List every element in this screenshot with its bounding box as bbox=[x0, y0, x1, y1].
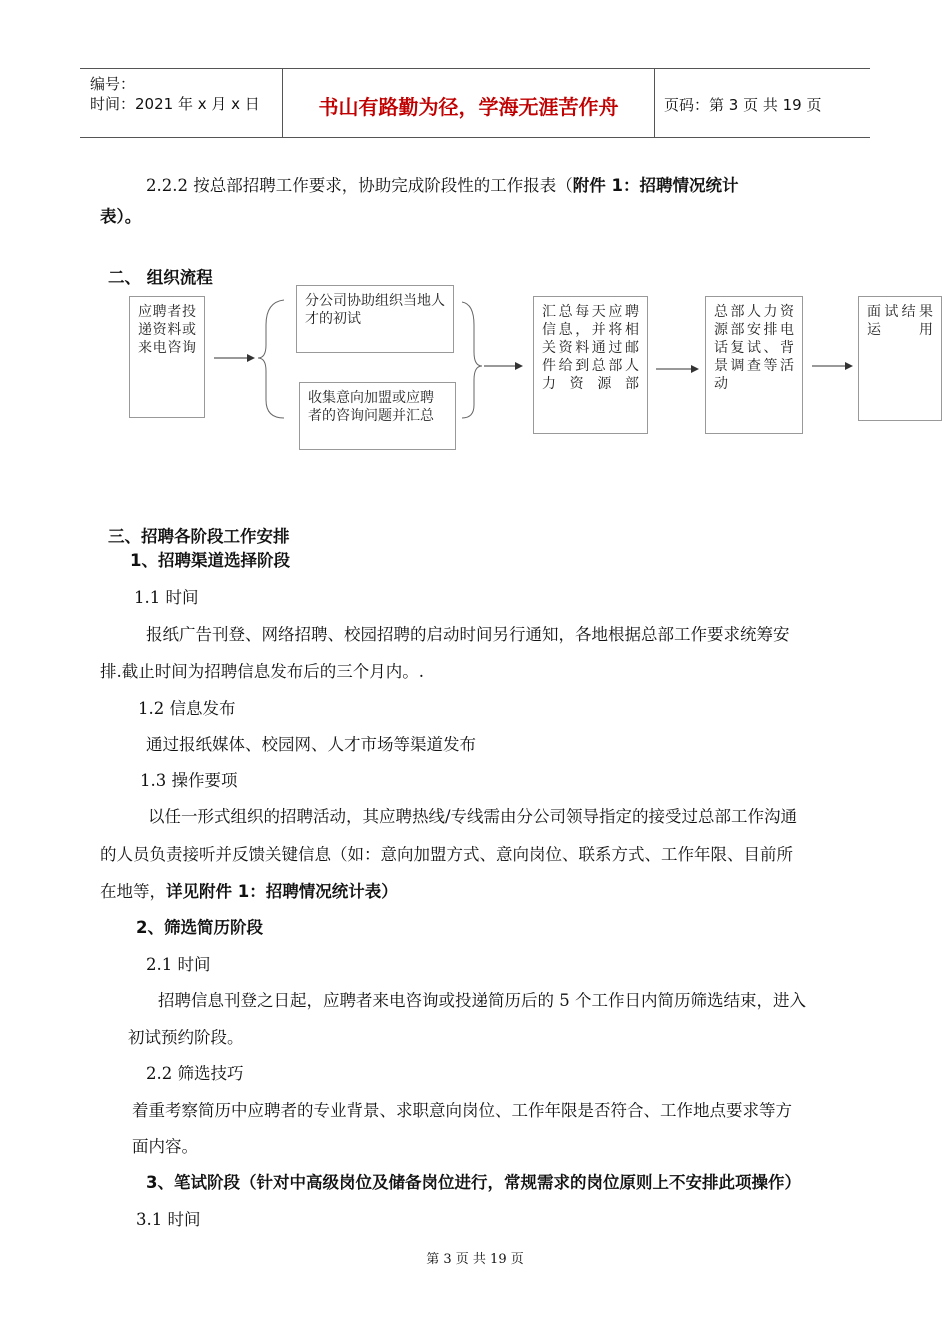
page-indicator: 页码：第 3 页 共 19 页 bbox=[664, 96, 822, 114]
paragraph-13-line2: 的人员负责接听并反馈关键信息（如：意向加盟方式、意向岗位、联系方式、工作年限、目前所 bbox=[100, 845, 793, 864]
flow-box-hq-review: 总部人力资源部安排电话复试、背景调查等活动 bbox=[705, 296, 803, 434]
paragraph-22-line2: 面内容。 bbox=[132, 1137, 198, 1156]
paragraph-222-bold: 附件 1：招聘情况统计 bbox=[572, 176, 739, 195]
paragraph-21-line2: 初试预约阶段。 bbox=[128, 1028, 244, 1047]
paragraph-12: 通过报纸媒体、校园网、人才市场等渠道发布 bbox=[146, 735, 476, 754]
section-heading-flow: 二、 组织流程 bbox=[108, 268, 213, 287]
paragraph-22-line1: 着重考察简历中应聘者的专业背景、求职意向岗位、工作年限是否符合、工作地点要求等方 bbox=[132, 1101, 792, 1120]
stage-1-heading: 1、招聘渠道选择阶段 bbox=[130, 551, 290, 570]
stage-3-heading: 3、笔试阶段（针对中高级岗位及储备岗位进行，常规需求的岗位原则上不安排此项操作） bbox=[146, 1173, 801, 1192]
doc-date-label: 时间：2021 年 x 月 x 日 bbox=[90, 95, 260, 113]
flow-box-summary: 汇总每天应聘信息，并将相关资料通过邮件给到总部人力资源部 bbox=[533, 296, 648, 434]
flow-brace-left bbox=[258, 300, 284, 418]
paragraph-13-line3-bold: 详见附件 1：招聘情况统计表） bbox=[166, 882, 398, 901]
flow-box-apply: 应聘者投递资料或来电咨询 bbox=[129, 296, 205, 418]
doc-number-label: 编号： bbox=[90, 75, 136, 93]
flow-connectors bbox=[0, 0, 950, 480]
paragraph-13-line3-text: 在地等， bbox=[100, 882, 166, 901]
flow-box-initial-interview: 分公司协助组织当地人才的初试 bbox=[296, 285, 454, 353]
flow-box-result: 面试结果运用 bbox=[858, 296, 942, 421]
paragraph-11-line2: 排.截止时间为招聘信息发布后的三个月内。. bbox=[100, 662, 424, 681]
flow-box-collect-questions: 收集意向加盟或应聘者的咨询问题并汇总 bbox=[299, 382, 456, 450]
subheading-31: 3.1 时间 bbox=[136, 1210, 201, 1229]
subheading-22: 2.2 筛选技巧 bbox=[146, 1064, 244, 1083]
header-motto: 书山有路勤为径，学海无涯苦作舟 bbox=[318, 95, 619, 119]
subheading-12: 1.2 信息发布 bbox=[138, 699, 236, 718]
section-heading-stages: 三、招聘各阶段工作安排 bbox=[108, 527, 290, 546]
paragraph-222-end: 表）。 bbox=[100, 207, 142, 226]
subheading-13: 1.3 操作要项 bbox=[140, 771, 238, 790]
page-footer: 第 3 页 共 19 页 bbox=[426, 1252, 524, 1267]
paragraph-222-text: 2.2.2 按总部招聘工作要求，协助完成阶段性的工作报表（ bbox=[146, 176, 573, 195]
flow-brace-right bbox=[462, 302, 482, 418]
subheading-21: 2.1 时间 bbox=[146, 955, 211, 974]
paragraph-13-line1: 以任一形式组织的招聘活动，其应聘热线/专线需由分公司领导指定的接受过总部工作沟通 bbox=[148, 807, 798, 826]
paragraph-21-line1: 招聘信息刊登之日起，应聘者来电咨询或投递简历后的 5 个工作日内简历筛选结束，进入 bbox=[158, 991, 806, 1010]
subheading-11: 1.1 时间 bbox=[134, 588, 199, 607]
paragraph-11-line1: 报纸广告刊登、网络招聘、校园招聘的启动时间另行通知，各地根据总部工作要求统筹安 bbox=[146, 625, 790, 644]
paragraph-13-line3 bbox=[100, 878, 398, 902]
stage-2-heading: 2、筛选简历阶段 bbox=[136, 918, 263, 937]
